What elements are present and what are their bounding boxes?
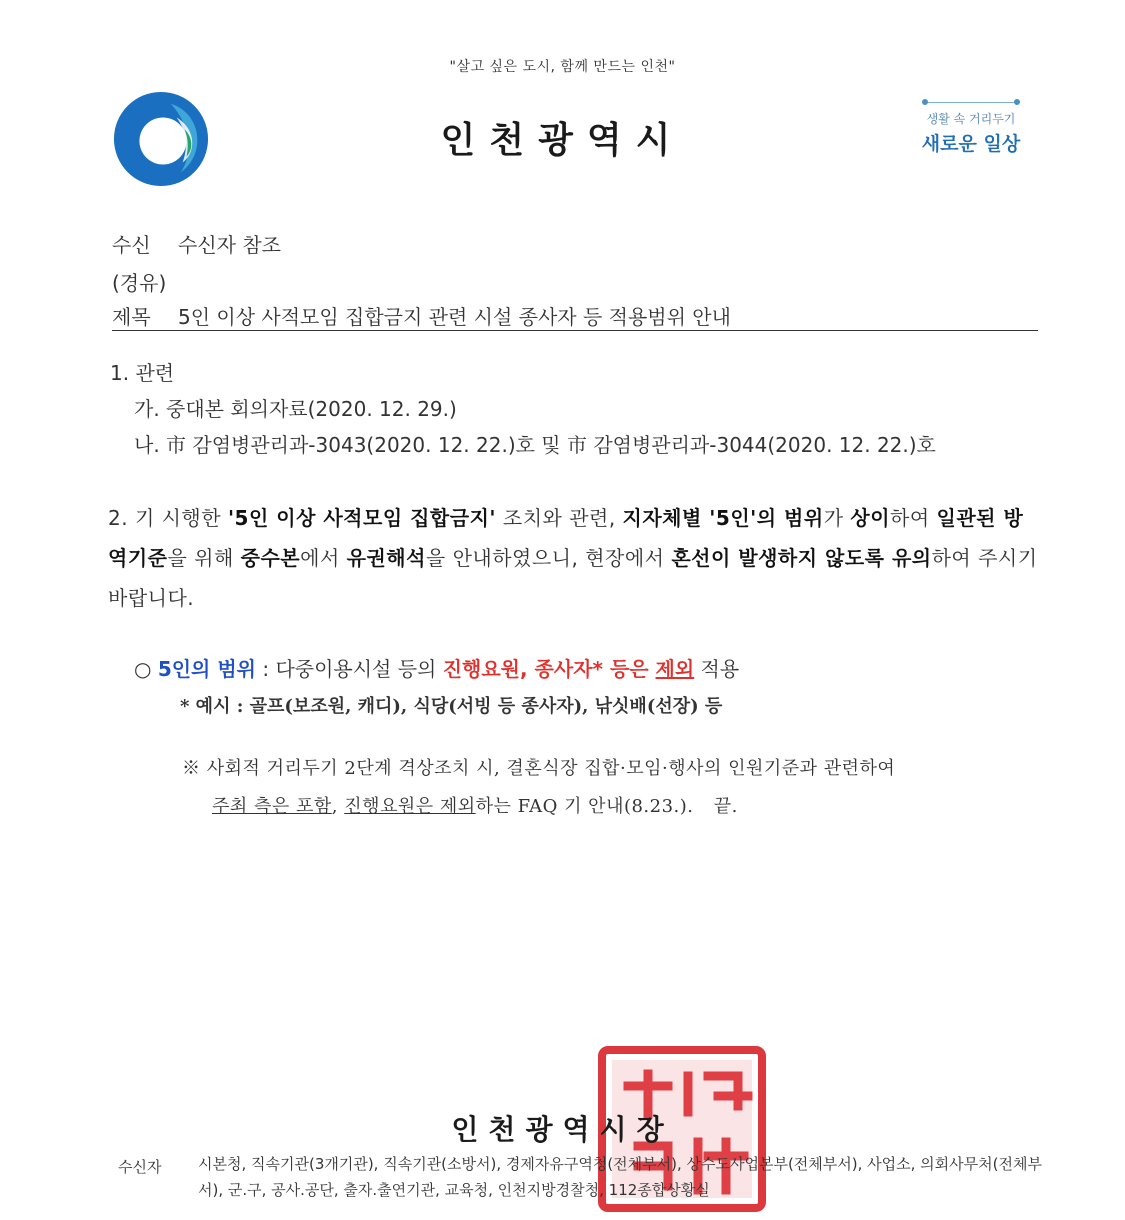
campaign-dots-icon (916, 98, 1026, 108)
note-line1: ※ 사회적 거리두기 2단계 격상조치 시, 결혼식장 집합·모임·행사의 인원기준과 관련하여 (182, 758, 896, 779)
section2-paragraph (108, 498, 1043, 618)
section2-bold: 일관된 방역기준 (108, 506, 1024, 570)
campaign-big-text: 새로운 일상 (921, 133, 1021, 155)
section2-bold: 중수본 (240, 546, 301, 570)
recipients-list: 시본청, 직속기관(3개기관), 직속기관(소방서), 경제자유구역청(전체부서), 상수도사업본부(전체부서), 사업소, 의회사무처(전체부서), 군.구, 공사.공단, 출자.출연기관, 교육청, 인천지방경찰청, 112종합상황실 (198, 1155, 1042, 1199)
subject-value: 5인 이상 사적모임 집합금지 관련 시설 종사자 등 적용범위 안내 (178, 305, 731, 329)
via-row (112, 270, 166, 296)
scope-line (134, 656, 739, 682)
section2-bold: 유권해석 (346, 546, 426, 570)
section2-bold: 혼선이 발생하지 않도록 유의 (671, 546, 932, 570)
section2-bold: 상이 (850, 506, 891, 530)
scope-sep: : 다중이용시설 등의 (255, 657, 443, 681)
section2-text: 에서 (300, 546, 347, 570)
section2-bold: '5인 이상 사적모임 집합금지' (227, 506, 497, 530)
scope-example: * 예시 : 골프(보조원, 캐디), 식당(서빙 등 종사자), 낚싯배(선장) 등 (180, 696, 723, 717)
section2-text: 하여 주시기 바랍니다. (108, 546, 1038, 610)
scope-exclude: 제외 (655, 657, 695, 681)
section1-item-na: 나. 市 감염병관리과-3043(2020. 12. 22.)호 및 市 감염병관리과-3044(2020. 12. 22.)호 (134, 433, 936, 457)
note-underline-1: 주최 측은 포함 (212, 796, 332, 817)
section2-text: 하여 (890, 506, 937, 530)
recipient-value: 수신자 참조 (178, 233, 281, 257)
section2-text: 을 안내하였으니, 현장에서 (425, 546, 672, 570)
section2-text: 2. 기 시행한 (108, 506, 228, 530)
section2-text: 을 위해 (167, 546, 241, 570)
circle-bullet-icon: ○ (134, 657, 152, 681)
section2-text: 가 (823, 506, 851, 530)
end-mark: 끝. (713, 796, 738, 817)
note-underline-2: 진행요원은 제외 (344, 796, 476, 817)
scope-red-text: 진행요원, 종사자* 등은 (442, 657, 656, 681)
recipients-label: 수신자 (118, 1158, 162, 1176)
subject-divider (112, 330, 1038, 331)
recipient-label: 수신 (112, 233, 151, 257)
section1-item-ga: 가. 중대본 회의자료(2020. 12. 29.) (134, 397, 457, 421)
scope-label: 5인의 범위 (157, 657, 256, 681)
section2-bold: 지자체별 '5인'의 범위 (622, 506, 824, 530)
recipient-row (112, 232, 281, 258)
via-label: (경유) (112, 271, 167, 295)
signer-title: 인천광역시장 (451, 1113, 674, 1146)
motto: "살고 싶은 도시, 함께 만드는 인천" (449, 59, 676, 75)
note-line2 (212, 794, 738, 820)
section2-text: 조치와 관련, (496, 506, 623, 530)
note-comma: , (331, 796, 345, 817)
campaign-badge (916, 98, 1026, 156)
note-tail: 하는 FAQ 기 안내(8.23.). (475, 796, 694, 817)
section1-heading: 1. 관련 (110, 361, 175, 385)
campaign-small-text: 생활 속 거리두기 (926, 112, 1016, 126)
org-title: 인천광역시 (440, 120, 685, 161)
scope-tail: 적용 (694, 657, 740, 681)
subject-label: 제목 (112, 305, 151, 329)
subject-row (112, 304, 731, 330)
